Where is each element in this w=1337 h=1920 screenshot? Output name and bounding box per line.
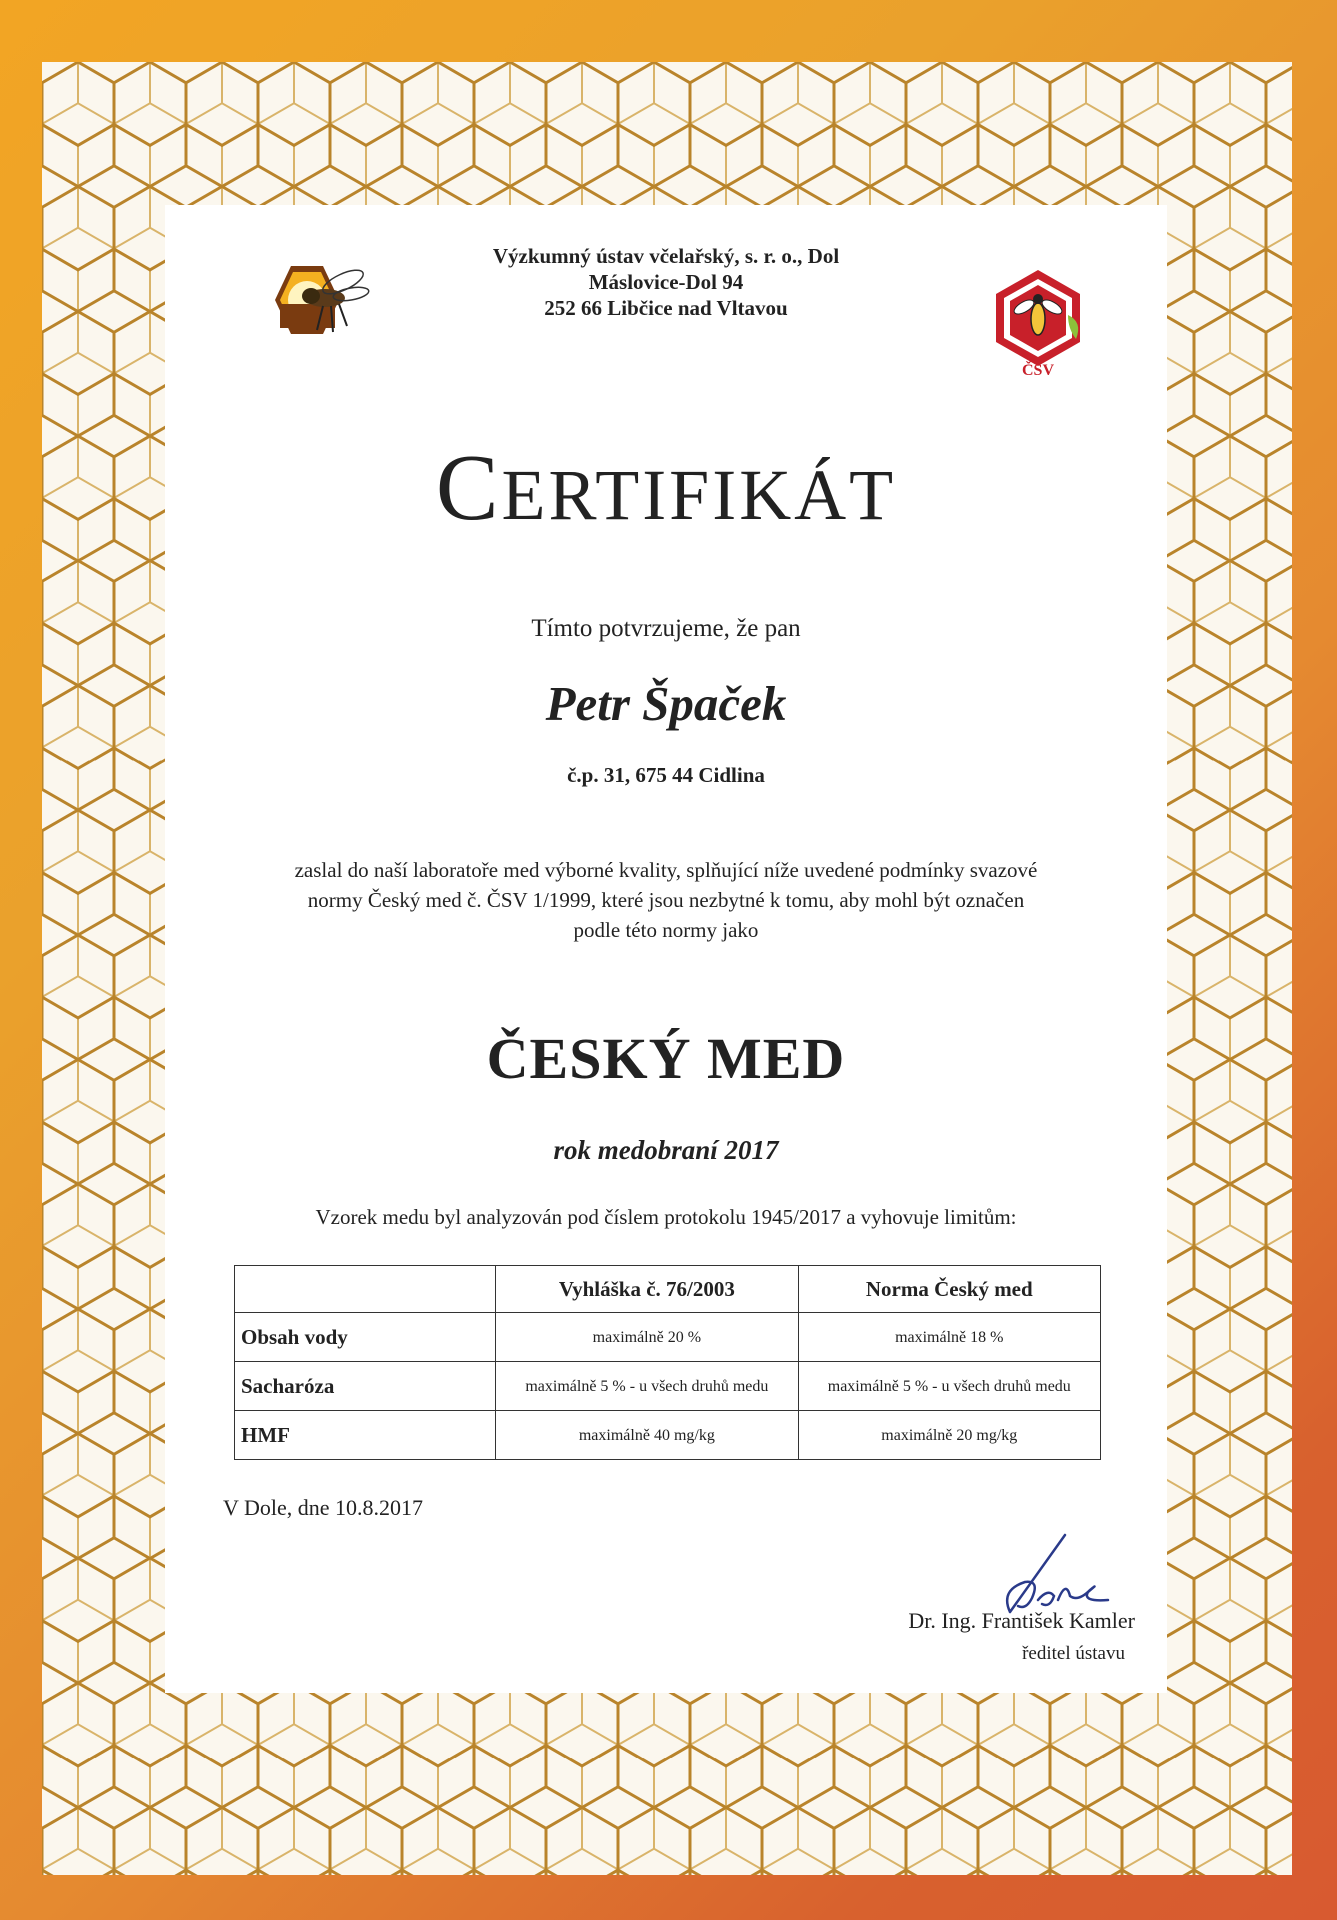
certificate-body [205, 855, 1127, 945]
confirm-text: Tímto potvrzujeme, že pan [531, 615, 801, 642]
institute-name: Výzkumný ústav včelařský, s. r. o., Dol [492, 244, 840, 268]
body-line: zaslal do naší laboratoře med výborné kvality, splňující níže uvedené podmínky svazové [294, 858, 1038, 882]
body-line: normy Český med č. ČSV 1/1999, které jsou nezbytné k tomu, aby mohl být označen [307, 888, 1025, 912]
institute-street: Máslovice-Dol 94 [588, 270, 744, 294]
institute-city: 252 66 Libčice nad Vltavou [544, 296, 788, 320]
table-header: Norma Český med [798, 1266, 1100, 1313]
table-header-row [235, 1266, 1101, 1313]
title-first-letter: C [435, 436, 502, 540]
recipient-name: Petr Špaček [545, 676, 787, 731]
table-cell-label: HMF [235, 1411, 496, 1460]
table-cell-label: Sacharóza [235, 1362, 496, 1411]
table-header [235, 1266, 496, 1313]
sample-text: Vzorek medu byl analyzován pod číslem protokolu 1945/2017 a vyhovuje limitům: [315, 1205, 1017, 1229]
body-line: podle této normy jako [573, 918, 759, 942]
table-cell: maximálně 5 % - u všech druhů medu [496, 1362, 798, 1411]
recipient-address: č.p. 31, 675 44 Cidlina [567, 763, 765, 787]
signer-role: ředitel ústavu [1022, 1643, 1125, 1664]
limits-table [234, 1265, 1101, 1460]
table-row [235, 1362, 1101, 1411]
table-header: Vyhláška č. 76/2003 [496, 1266, 798, 1313]
csv-logo [988, 267, 1088, 382]
table-row [235, 1313, 1101, 1362]
table-cell: maximálně 20 mg/kg [798, 1411, 1100, 1460]
table-cell-label: Obsah vody [235, 1313, 496, 1362]
table-row [235, 1411, 1101, 1460]
harvest-year: rok medobraní 2017 [553, 1135, 779, 1165]
table-cell: maximálně 20 % [496, 1313, 798, 1362]
place-date: V Dole, dne 10.8.2017 [223, 1495, 424, 1520]
certificate-panel [165, 205, 1167, 1693]
product-name: ČESKÝ MED [486, 1026, 846, 1091]
signer-name: Dr. Ing. František Kamler [908, 1608, 1135, 1633]
table-cell: maximálně 18 % [798, 1313, 1100, 1362]
title-rest: ERTIFIKÁT [501, 455, 897, 535]
table-cell: maximálně 40 mg/kg [496, 1411, 798, 1460]
csv-logo-text: ČSV [1021, 362, 1055, 379]
table-cell: maximálně 5 % - u všech druhů medu [798, 1362, 1100, 1411]
certificate-title [165, 438, 1167, 545]
